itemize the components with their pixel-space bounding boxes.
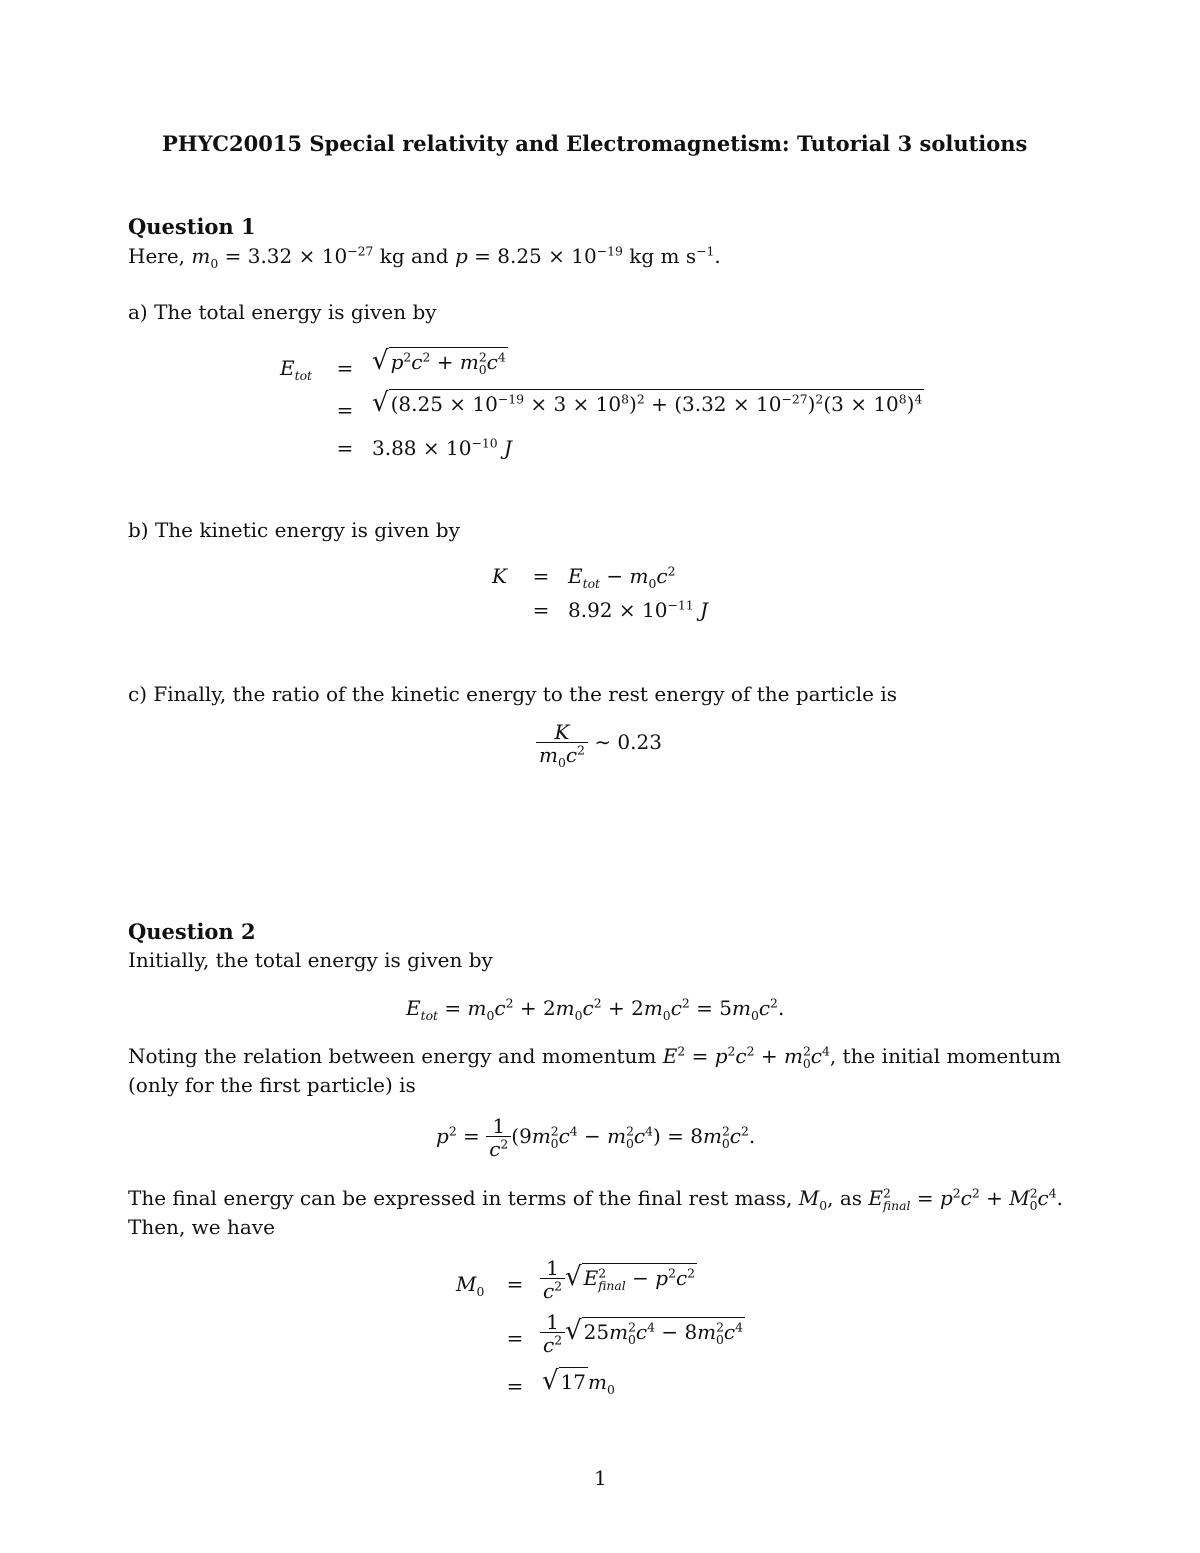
q2-total-energy: $E_{tot} = m_0c^2 + 2m_0c^2 + 2m_0c^2 = 5m_0c^2$. (406, 995, 785, 1023)
m0-label: $M_0$ (456, 1272, 485, 1299)
q1-part-b-text: b) The kinetic energy is given by (128, 518, 460, 542)
k-result: $8.92 \times 10^{-11}$ J (568, 597, 708, 622)
m0-line-2: $\frac{1}{c^2}$ √ $25m^2_0c^4 - 8m^2_0c^4$ (540, 1312, 745, 1355)
q2-then: Then, we have (128, 1215, 275, 1239)
equals-sign: = (506, 1326, 524, 1350)
q1-intro: Here, $m_0 = 3.32 \times 10^{-27}$ kg and $p = 8.25 \times 10^{-19}$ kg m $s^{-1}$. (128, 243, 721, 271)
question-1-heading: Question 1 (128, 214, 256, 239)
q1-part-a-text: a) The total energy is given by (128, 300, 437, 324)
etot-label: $E_{tot}$ (280, 356, 313, 383)
etot-line-1: √ $p^2c^2 + m^2_0c^4$ (372, 346, 506, 377)
equals-sign: = (506, 1374, 524, 1398)
etot-result: $3.88 \times 10^{-10}$ J (372, 435, 512, 460)
ratio-equation: $\frac{K}{m_0c^2}$ ∼ 0.23 (536, 722, 662, 765)
etot-line-2: √ $(8.25 \times 10^{-19} \times 3 \times 10^8)^2 + (3.32 \times 10^{-27})^2(3 \times 10^8)^4$ (372, 388, 923, 418)
q2-intro: Initially, the total energy is given by (128, 948, 493, 972)
q2-final-line: The final energy can be expressed in terms of the final rest mass, $M_0$, as $E^2_{final} = p^2c^2 + M^2_0c^4$. (128, 1185, 1063, 1213)
equals-sign: = (532, 598, 550, 622)
equals-sign: = (336, 436, 354, 460)
page-title: PHYC20015 Special relativity and Electromagnetism: Tutorial 3 solutions (162, 131, 1028, 156)
k-label: K (492, 564, 507, 588)
equals-sign: = (336, 356, 354, 380)
k-line-1: $E_{tot} - m_0c^2$ (568, 563, 676, 591)
q1-part-c-text: c) Finally, the ratio of the kinetic energy to the rest energy of the particle is (128, 682, 897, 706)
page-number: 1 (594, 1466, 607, 1490)
equals-sign: = (532, 564, 550, 588)
question-2-heading: Question 2 (128, 919, 256, 944)
equals-sign: = (336, 398, 354, 422)
equals-sign: = (506, 1272, 524, 1296)
m0-result: √ 17 $m_0$ (542, 1366, 615, 1397)
q2-noting-line: Noting the relation between energy and momentum $E^2 = p^2c^2 + m^2_0c^4$, the initial momentum (128, 1043, 1062, 1071)
q2-noting-line-2: (only for the first particle) is (128, 1073, 416, 1097)
m0-line-1: $\frac{1}{c^2}$ √ $E^2_{final} - p^2c^2$ (540, 1258, 697, 1301)
q2-momentum-equation: $p^2$ = $\frac{1}{c^2}$ $(9m^2_0c^4 - m^2_0c^4) = 8m^2_0c^2$. (436, 1114, 756, 1161)
